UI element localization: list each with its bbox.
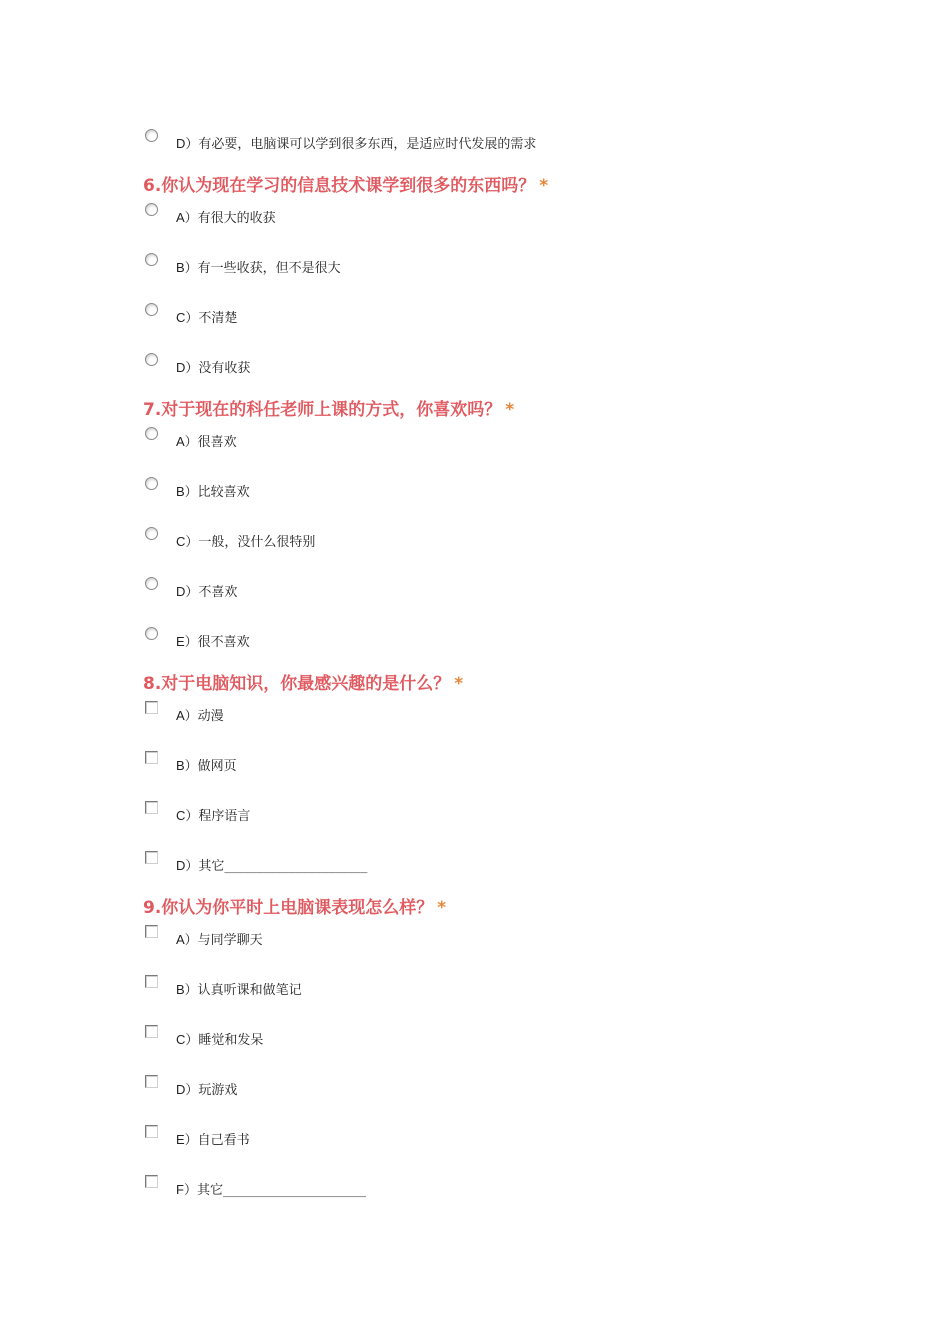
q8-option-c[interactable]: [145, 801, 745, 831]
q9-option-e-label: E）自己看书: [176, 1132, 250, 1148]
q9-option-c[interactable]: [145, 1025, 745, 1055]
q9-option-b-label: B）认真听课和做笔记: [176, 982, 302, 998]
q6-option-d[interactable]: [145, 353, 745, 383]
q8-option-b-checkbox[interactable]: [145, 751, 158, 764]
q6-option-d-radio[interactable]: [145, 353, 158, 366]
q6-option-a-label: A）有很大的收获: [176, 210, 276, 226]
q7-option-b[interactable]: [145, 477, 745, 507]
q7-option-a[interactable]: [145, 427, 745, 457]
q7-option-e-radio[interactable]: [145, 627, 158, 640]
question-7-title: 7.对于现在的科任老师上课的方式，你喜欢吗？ *: [143, 400, 515, 420]
q8-option-b-label: B）做网页: [176, 758, 237, 774]
q9-option-a-label: A）与同学聊天: [176, 932, 263, 948]
q6-option-b-radio[interactable]: [145, 253, 158, 266]
q8-option-a-checkbox[interactable]: [145, 701, 158, 714]
q8-option-c-checkbox[interactable]: [145, 801, 158, 814]
q8-option-b[interactable]: [145, 751, 745, 781]
q7-option-d-radio[interactable]: [145, 577, 158, 590]
q9-option-a-checkbox[interactable]: [145, 925, 158, 938]
q6-option-b-label: B）有一些收获，但不是很大: [176, 260, 341, 276]
q5-option-d-label: D）有必要，电脑课可以学到很多东西，是适应时代发展的需求: [176, 136, 537, 152]
q5-option-d-radio[interactable]: [145, 129, 158, 142]
q8-option-d[interactable]: [145, 851, 745, 881]
q7-option-b-radio[interactable]: [145, 477, 158, 490]
q8-option-d-label: D）其它______________________: [176, 858, 368, 874]
q9-option-b-checkbox[interactable]: [145, 975, 158, 988]
q6-option-c-label: C）不清楚: [176, 310, 238, 326]
q8-option-a-label: A）动漫: [176, 708, 224, 724]
q6-option-c-radio[interactable]: [145, 303, 158, 316]
q7-option-e-label: E）很不喜欢: [176, 634, 250, 650]
q9-option-f-checkbox[interactable]: [145, 1175, 158, 1188]
q9-option-b[interactable]: [145, 975, 745, 1005]
required-asterisk: *: [539, 176, 549, 196]
question-8-title: 8.对于电脑知识，你最感兴趣的是什么？ *: [143, 674, 464, 694]
q6-option-a-radio[interactable]: [145, 203, 158, 216]
q9-option-f-label: F）其它______________________: [176, 1182, 366, 1198]
q8-option-a[interactable]: [145, 701, 745, 731]
q6-option-d-label: D）没有收获: [176, 360, 251, 376]
q7-option-b-label: B）比较喜欢: [176, 484, 250, 500]
q7-option-e[interactable]: [145, 627, 745, 657]
q7-option-c-label: C）一般，没什么很特别: [176, 534, 316, 550]
q9-option-d[interactable]: [145, 1075, 745, 1105]
q6-option-c[interactable]: [145, 303, 745, 333]
q9-option-e[interactable]: [145, 1125, 745, 1155]
question-6-title: 6.你认为现在学习的信息技术课学到很多的东西吗？ *: [143, 176, 549, 196]
q9-option-c-label: C）睡觉和发呆: [176, 1032, 264, 1048]
q5-option-d[interactable]: [145, 129, 745, 159]
question-9-title: 9.你认为你平时上电脑课表现怎么样？ *: [143, 898, 447, 918]
q9-option-d-checkbox[interactable]: [145, 1075, 158, 1088]
q6-option-b[interactable]: [145, 253, 745, 283]
q7-option-d[interactable]: [145, 577, 745, 607]
required-asterisk: *: [505, 400, 515, 420]
required-asterisk: *: [437, 898, 447, 918]
q8-option-d-checkbox[interactable]: [145, 851, 158, 864]
q6-option-a[interactable]: [145, 203, 745, 233]
required-asterisk: *: [454, 674, 464, 694]
q7-option-d-label: D）不喜欢: [176, 584, 238, 600]
q9-option-c-checkbox[interactable]: [145, 1025, 158, 1038]
q9-option-e-checkbox[interactable]: [145, 1125, 158, 1138]
q9-option-f[interactable]: [145, 1175, 745, 1205]
q7-option-c[interactable]: [145, 527, 745, 557]
q9-option-d-label: D）玩游戏: [176, 1082, 238, 1098]
q7-option-c-radio[interactable]: [145, 527, 158, 540]
q7-option-a-radio[interactable]: [145, 427, 158, 440]
q8-option-c-label: C）程序语言: [176, 808, 251, 824]
q7-option-a-label: A）很喜欢: [176, 434, 237, 450]
q9-option-a[interactable]: [145, 925, 745, 955]
